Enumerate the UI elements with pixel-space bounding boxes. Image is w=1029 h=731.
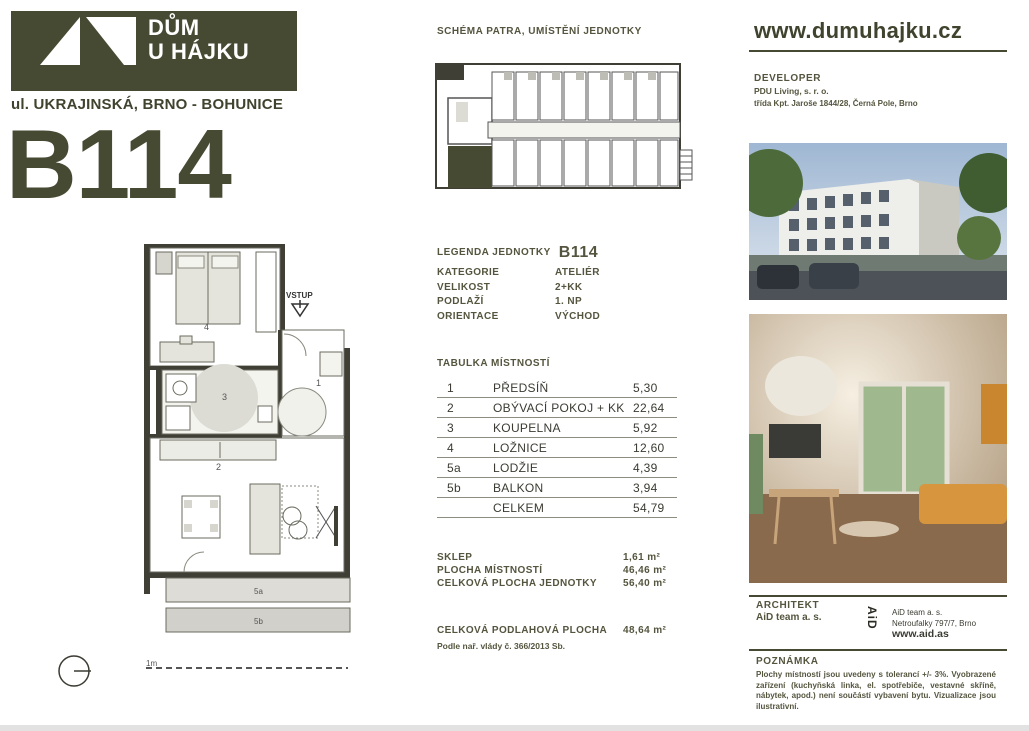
table-row (437, 478, 677, 498)
legend-key: PODLAŽÍ (437, 296, 484, 307)
architect-name: AiD team a. s. (756, 612, 822, 623)
note-text: Plochy místností jsou uvedeny s tolerancí +/- 3%. Vyobrazené zařízení (kuchyňská linka, el. spotřebiče, vestavné skříně, nábytek, apod.) není součástí vybavení bytu. Vizualizace jsou ilustrativní. (756, 670, 996, 711)
total-floor-value: 48,64 m² (623, 625, 667, 636)
architect-heading: ARCHITEKT (756, 600, 820, 611)
scale-label: 1m (146, 659, 158, 668)
room-area: 54,79 (633, 498, 677, 518)
legend-key: VELIKOST (437, 281, 491, 293)
legend-keys (437, 266, 499, 324)
summary-value: 56,40 m² (623, 578, 667, 589)
divider (749, 50, 1007, 52)
room-name: KOUPELNA (493, 418, 633, 438)
entrance-label: VSTUP (286, 291, 313, 300)
floor-scheme-diagram (432, 58, 694, 194)
room-number: 3 (437, 418, 493, 438)
room-area: 3,94 (633, 478, 677, 498)
summary-label: CELKOVÁ PLOCHA JEDNOTKY (437, 578, 597, 589)
room-area: 22,64 (633, 398, 677, 418)
brand-logo-icon (40, 17, 136, 73)
architect-logo: AiD (865, 606, 879, 630)
legend-title-text: LEGENDA JEDNOTKY (437, 247, 551, 258)
floor-scheme-title: SCHÉMA PATRA, UMÍSTĚNÍ JEDNOTKY (437, 26, 642, 37)
room-label-5a: 5a (254, 587, 263, 596)
summary-value: 1,61 m² (623, 552, 661, 563)
regulation-note: Podle nař. vlády č. 366/2013 Sb. (437, 641, 566, 651)
room-label-2: 2 (216, 462, 222, 472)
table-row (437, 398, 677, 418)
legend-key: ORIENTACE (437, 310, 499, 322)
summary-value: 46,46 m² (623, 565, 667, 576)
divider (749, 595, 1007, 597)
rooms-table (437, 378, 677, 518)
table-row (437, 378, 677, 398)
legend-value: 1. NP (555, 296, 583, 307)
room-label-3: 3 (222, 392, 228, 402)
unit-code-title: B114 (6, 109, 231, 219)
brand-name-line2: U HÁJKU (148, 39, 250, 64)
architect-info-line1: AiD team a. s. (892, 608, 943, 617)
exterior-visualization-image (749, 143, 1007, 300)
room-number: 2 (437, 398, 493, 418)
summary-label: PLOCHA MÍSTNOSTÍ (437, 565, 543, 576)
table-row-total (437, 498, 677, 518)
developer-address: třída Kpt. Jaroše 1844/28, Černá Pole, Brno (754, 99, 918, 108)
total-floor-area (437, 625, 677, 636)
room-number: 4 (437, 438, 493, 458)
legend-value: 2+KK (555, 281, 583, 293)
area-summary (437, 552, 677, 591)
room-name: LODŽIE (493, 458, 633, 478)
architect-info (892, 607, 976, 640)
legend-title (437, 244, 598, 262)
developer-name: PDU Living, s. r. o. (754, 86, 829, 96)
room-label-1: 1 (316, 378, 322, 388)
room-name: OBÝVACÍ POKOJ + KK (493, 398, 633, 418)
room-area: 5,30 (633, 378, 677, 398)
summary-label: SKLEP (437, 552, 473, 563)
interior-visualization-image (749, 314, 1007, 583)
room-number (437, 498, 493, 518)
note-heading: POZNÁMKA (756, 656, 819, 667)
unit-floor-plan (120, 238, 352, 678)
legend-unit-code: B114 (558, 244, 599, 261)
legend-value: ATELIÉR (555, 267, 600, 278)
room-number: 5a (437, 458, 493, 478)
legend-value: VÝCHOD (555, 310, 601, 322)
room-name: LOŽNICE (493, 438, 633, 458)
summary-row (437, 552, 677, 565)
room-name: CELKEM (493, 498, 633, 518)
room-label-5b: 5b (254, 617, 263, 626)
room-name: BALKON (493, 478, 633, 498)
summary-row (437, 578, 677, 591)
legend-key: KATEGORIE (437, 267, 500, 278)
developer-heading: DEVELOPER (754, 73, 822, 84)
room-area: 5,92 (633, 418, 677, 438)
total-floor-label: CELKOVÁ PODLAHOVÁ PLOCHA (437, 625, 608, 636)
website-link[interactable]: www.dumuhajku.cz (754, 18, 963, 43)
architect-info-line2: Netroufalky 797/7, Brno (892, 619, 977, 628)
room-area: 4,39 (633, 458, 677, 478)
brand-name (148, 16, 249, 64)
brand-name-line1: DŮM (148, 15, 200, 40)
table-row (437, 418, 677, 438)
north-arrow-icon (57, 654, 91, 688)
room-number: 5b (437, 478, 493, 498)
room-label-4: 4 (204, 322, 210, 332)
divider (749, 649, 1007, 651)
table-row (437, 458, 677, 478)
summary-row (437, 565, 677, 578)
table-row (437, 438, 677, 458)
room-area: 12,60 (633, 438, 677, 458)
architect-website[interactable]: www.aid.as (892, 628, 949, 640)
legend-values (555, 266, 600, 324)
room-number: 1 (437, 378, 493, 398)
room-name: PŘEDSÍŇ (493, 378, 633, 398)
bottom-strip (0, 725, 1029, 731)
project-address: ul. UKRAJINSKÁ, BRNO - BOHUNICE (11, 96, 284, 113)
rooms-table-title: TABULKA MÍSTNOSTÍ (437, 358, 550, 369)
